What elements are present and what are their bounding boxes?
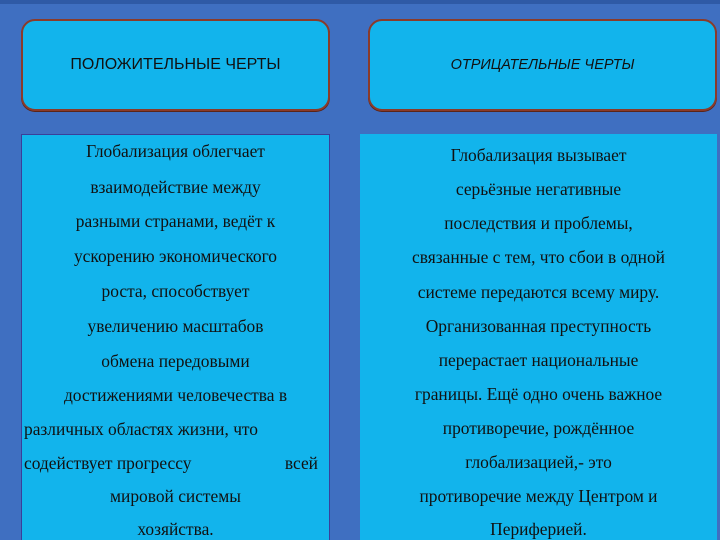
negative-line-7: перерастает национальные — [438, 350, 639, 370]
positive-features-header — [21, 19, 330, 111]
negative-line-2: серьёзные негативные — [455, 179, 622, 199]
negative-features-text-box — [360, 134, 717, 540]
negative-line-1: Глобализация вызывает — [450, 145, 627, 165]
positive-features-text-box — [21, 134, 330, 540]
negative-line-5: системе передаются всему миру. — [417, 282, 660, 302]
positive-line-9: различных областях жизни, что — [24, 419, 259, 439]
positive-features-title: ПОЛОЖИТЕЛЬНЫЕ ЧЕРТЫ — [70, 56, 281, 73]
positive-line-6: увеличению масштабов — [87, 316, 264, 336]
positive-line-11: мировой системы — [110, 486, 241, 506]
negative-line-9: противоречие, рождённое — [442, 418, 635, 438]
positive-line-2: взаимодействие между — [90, 177, 261, 197]
negative-line-10: глобализацией,- это — [465, 452, 612, 472]
negative-line-6: Организованная преступность — [425, 316, 652, 336]
positive-line-10-end: всей — [284, 453, 318, 473]
negative-line-8: границы. Ещё одно очень важное — [414, 384, 663, 404]
negative-line-4: связанные с тем, что сбои в одной — [412, 247, 665, 267]
positive-line-12: хозяйства. — [137, 519, 214, 539]
negative-features-header — [368, 19, 717, 111]
negative-line-11: противоречие между Центром и — [419, 486, 658, 506]
negative-features-title: ОТРИЦАТЕЛЬНЫЕ ЧЕРТЫ — [450, 57, 635, 73]
positive-line-10 — [24, 453, 318, 474]
positive-line-8: достижениями человечества в — [63, 385, 288, 405]
negative-line-12: Периферией. — [490, 519, 587, 539]
negative-line-3: последствия и проблемы, — [444, 213, 633, 233]
positive-line-3: разными странами, ведёт к — [75, 211, 276, 231]
slide-top-border — [0, 0, 720, 4]
positive-line-4: ускорению экономического — [73, 246, 278, 266]
positive-line-5: роста, способствует — [101, 281, 250, 301]
positive-line-10-start: содействует прогрессу — [24, 453, 192, 473]
positive-line-7: обмена передовыми — [101, 351, 250, 371]
positive-line-1: Глобализация облегчает — [86, 141, 265, 161]
